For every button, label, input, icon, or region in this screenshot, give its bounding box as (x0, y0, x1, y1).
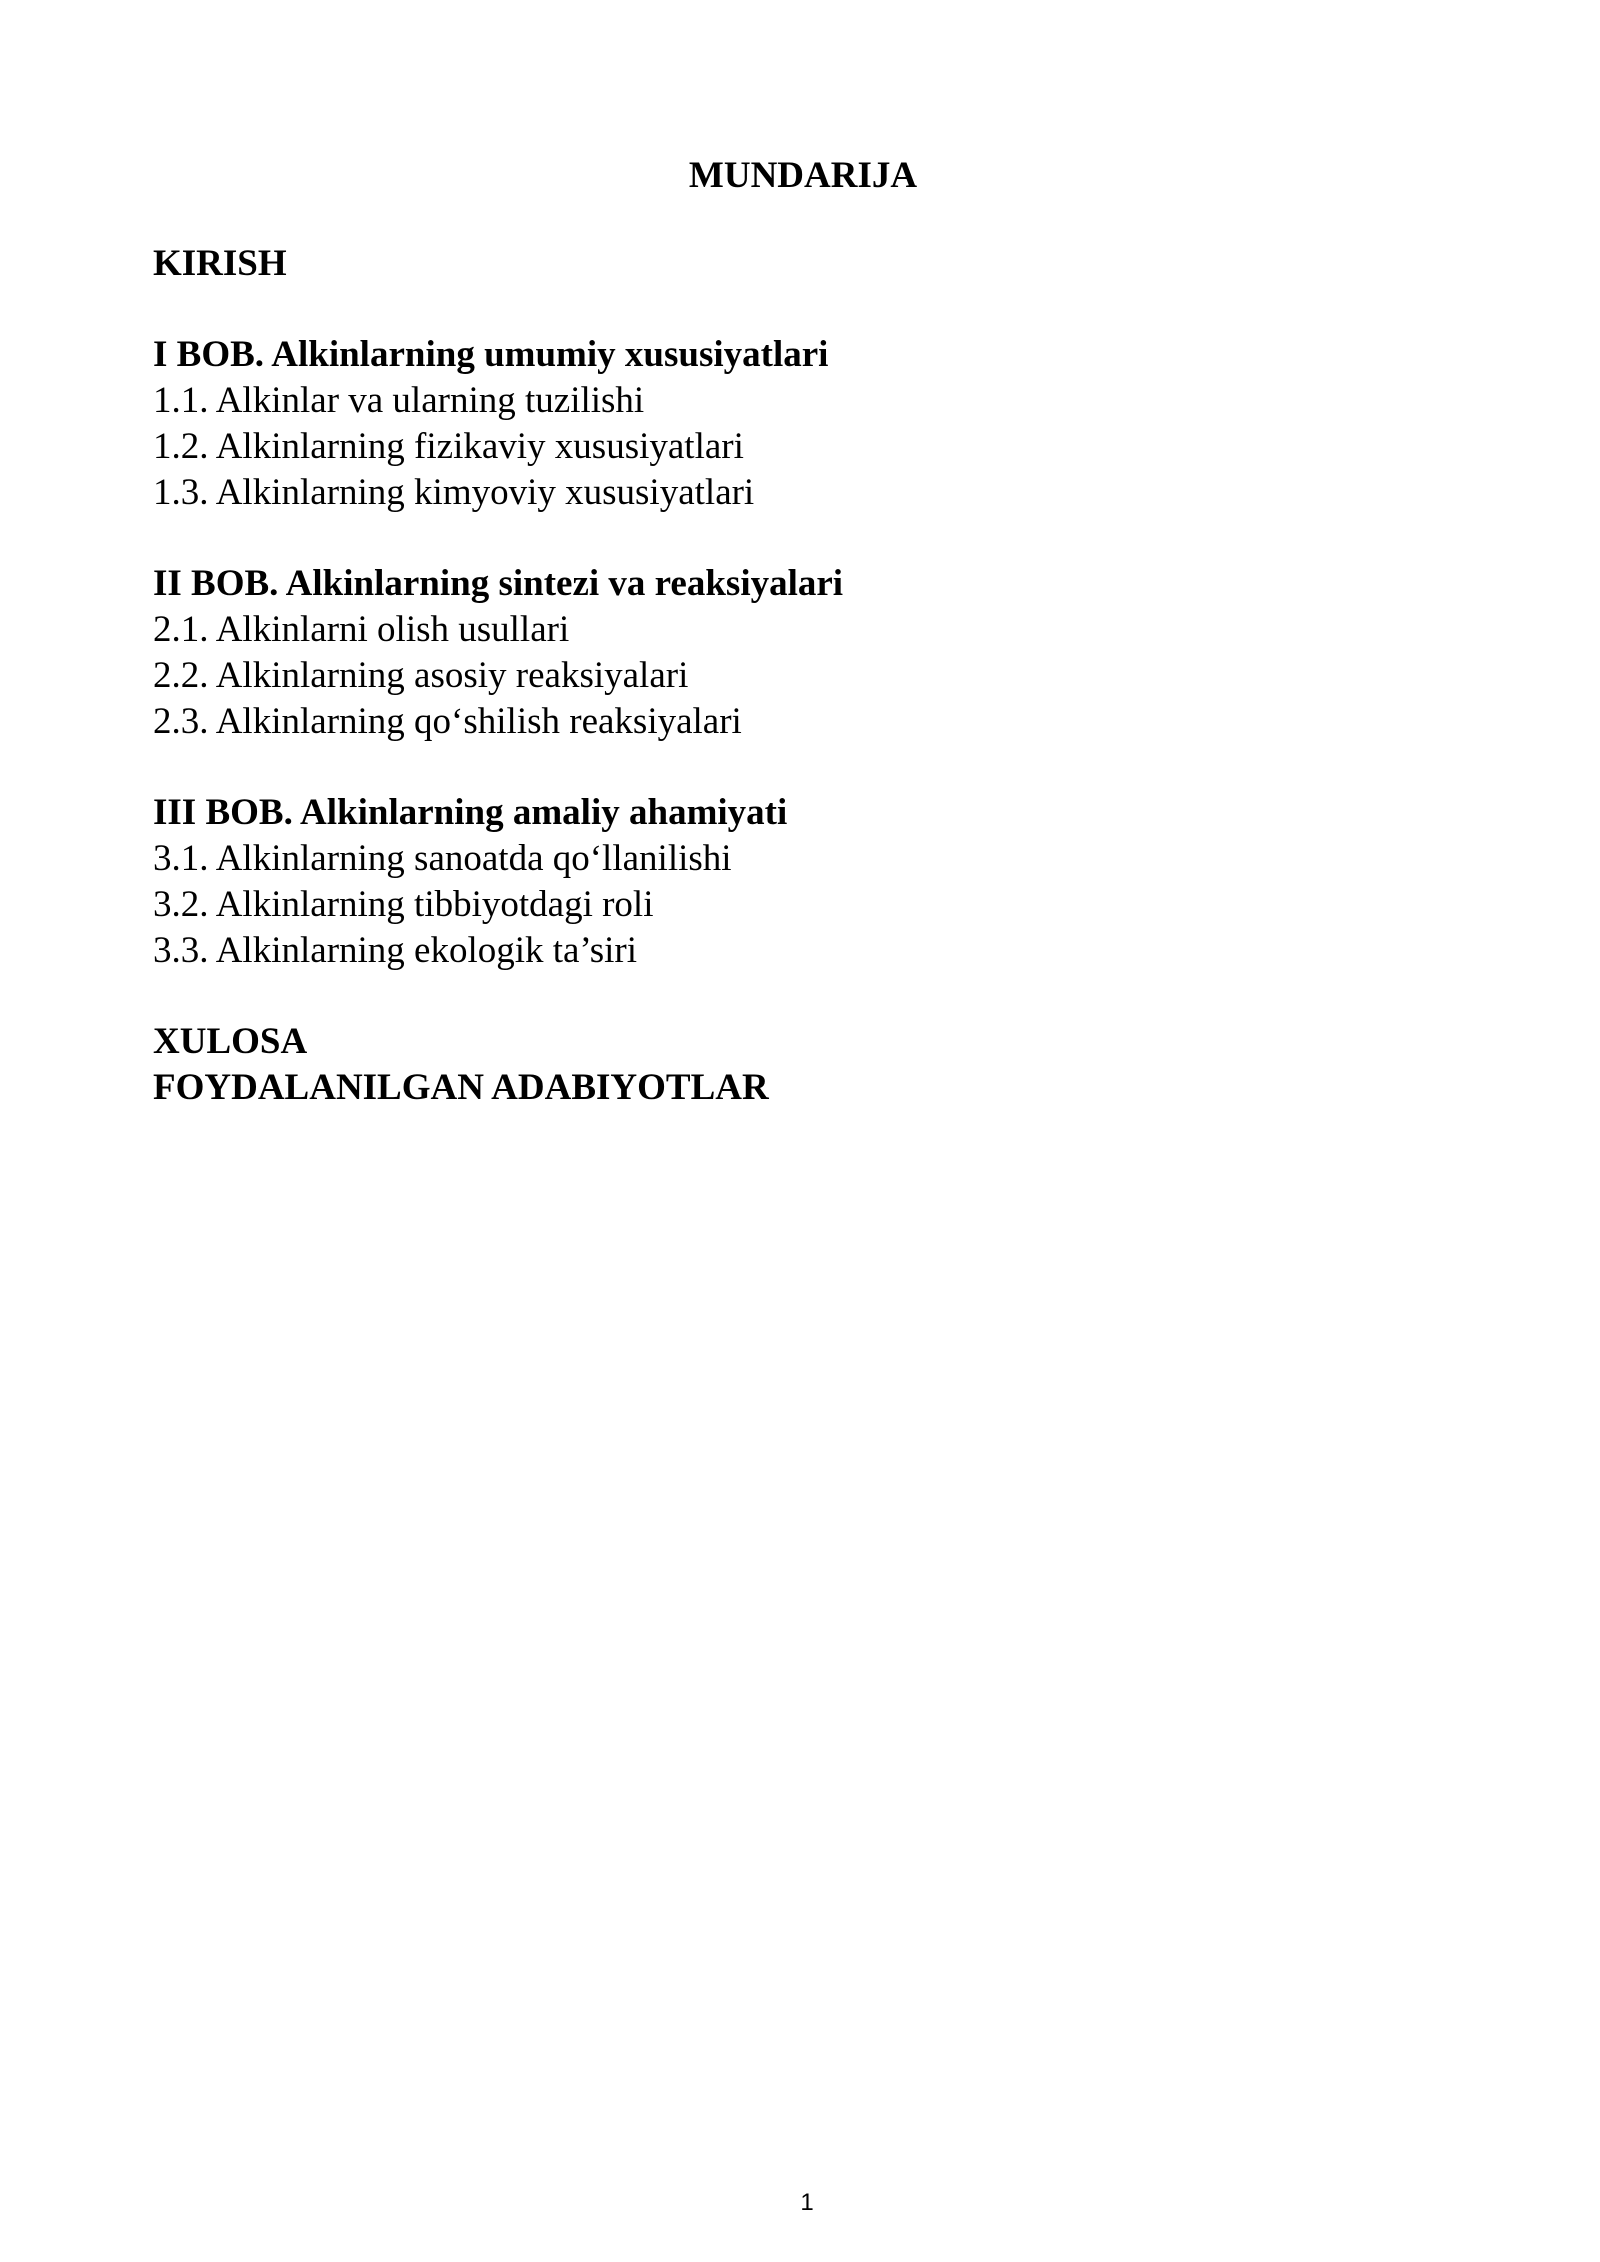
section-item: 2.3. Alkinlarning qo‘shilish reaksiyalari (153, 701, 742, 742)
page-title: MUNDARIJA (688, 155, 918, 196)
section-item: 2.2. Alkinlarning asosiy reaksiyalari (153, 655, 689, 696)
section-item: 3.1. Alkinlarning sanoatda qo‘llanilishi (153, 838, 732, 879)
section-item: 3.3. Alkinlarning ekologik ta’siri (153, 930, 638, 971)
section-item: 1.2. Alkinlarning fizikaviy xususiyatlari (153, 426, 744, 467)
table-of-contents (153, 241, 1453, 1111)
section-item: 2.1. Alkinlarni olish usullari (153, 609, 570, 650)
toc-chapter-2 (153, 561, 1453, 745)
toc-chapter-3 (153, 790, 1453, 974)
chapter-heading: I BOB. Alkinlarning umumiy xususiyatlari (153, 334, 829, 375)
section-item: 1.3. Alkinlarning kimyoviy xususiyatlari (153, 472, 755, 513)
toc-chapter-1 (153, 332, 1453, 516)
chapter-heading: II BOB. Alkinlarning sintezi va reaksiyalari (153, 563, 844, 604)
chapter-heading: III BOB. Alkinlarning amaliy ahamiyati (153, 792, 788, 833)
page-number: 1 (800, 2189, 814, 2216)
toc-intro: KIRISH (153, 243, 287, 284)
section-item: 1.1. Alkinlar va ularning tuzilishi (153, 380, 645, 421)
toc-references: FOYDALANILGAN ADABIYOTLAR (153, 1067, 769, 1108)
toc-conclusion: XULOSA (153, 1021, 308, 1062)
section-item: 3.2. Alkinlarning tibbiyotdagi roli (153, 884, 654, 925)
